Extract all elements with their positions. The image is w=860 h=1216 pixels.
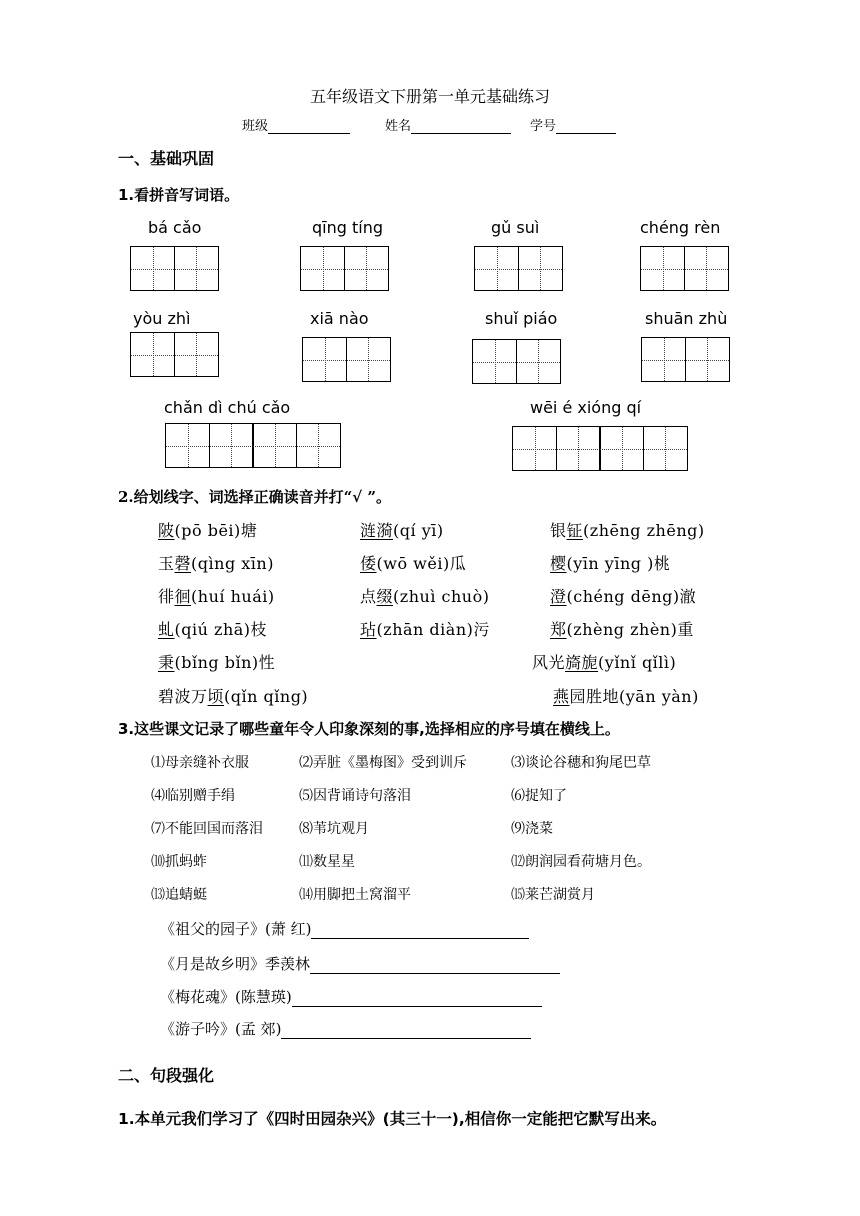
pinyin-choices: (zhuì chuò): [393, 587, 490, 606]
pinyin-choices: (wō wěi)瓜: [376, 554, 467, 573]
pinyin-label: xiā nào: [310, 309, 369, 328]
item-prefix: 银: [550, 521, 567, 540]
event-option: ⒀追蜻蜓: [151, 887, 207, 903]
event-option: ⑶谈论谷穗和狗尾巴草: [511, 755, 651, 771]
pinyin-label: wēi é xióng qí: [530, 398, 642, 417]
item-prefix: 徘: [158, 587, 175, 606]
item-prefix: 玉: [158, 554, 175, 573]
id-blank[interactable]: [556, 119, 616, 134]
pinyin-label: yòu zhì: [133, 309, 191, 328]
pronunciation-item[interactable]: [550, 518, 705, 541]
id-field: [530, 115, 616, 134]
writing-grid[interactable]: [640, 246, 727, 291]
answer-label: 《梅花魂》(陈慧瑛): [160, 988, 292, 1006]
name-blank[interactable]: [411, 119, 511, 134]
answer-label: 《祖父的园子》(萧 红): [160, 920, 312, 938]
underlined-word: 樱: [550, 554, 567, 573]
pinyin-label: shuǐ piáo: [485, 309, 558, 328]
writing-grid[interactable]: [300, 246, 387, 291]
pinyin-choices: (qìng xīn): [191, 554, 274, 573]
q2-title: 2.给划线字、词选择正确读音并打“√ ”。: [118, 488, 391, 506]
pinyin-choices: (yǐnǐ qǐlì): [598, 653, 677, 672]
answer-blank[interactable]: [281, 1023, 531, 1039]
pronunciation-item[interactable]: [158, 518, 257, 541]
answer-blank[interactable]: [310, 958, 560, 974]
section2-heading: 二、句段强化: [118, 1066, 215, 1085]
underlined-word: 旖旎: [565, 653, 599, 672]
item-prefix: 点: [360, 587, 377, 606]
answer-line: [160, 1018, 531, 1039]
pronunciation-item[interactable]: [158, 584, 275, 607]
underlined-word: 澄: [550, 587, 567, 606]
pronunciation-item[interactable]: [550, 617, 694, 640]
event-option: ⒁用脚把土窝溜平: [299, 887, 411, 903]
answer-line: [160, 918, 529, 939]
pinyin-label: gǔ suì: [491, 218, 540, 237]
writing-grid[interactable]: [474, 246, 561, 291]
name-field: [385, 115, 511, 134]
writing-grid[interactable]: [130, 332, 217, 377]
answer-label: 《月是故乡明》季羡林: [160, 955, 311, 973]
writing-grid[interactable]: [165, 423, 339, 468]
class-blank[interactable]: [268, 119, 350, 134]
q3-title: 3.这些课文记录了哪些童年令人印象深刻的事,选择相应的序号填在横线上。: [118, 720, 620, 738]
pinyin-choices: (qiú zhā)枝: [174, 620, 268, 639]
writing-grid[interactable]: [130, 246, 217, 291]
underlined-word: 磬: [174, 554, 192, 573]
writing-grid[interactable]: [472, 339, 559, 384]
writing-grid[interactable]: [302, 337, 389, 382]
pinyin-choices: (pō bēi)塘: [174, 521, 258, 540]
pinyin-choices: (zhèng zhèn)重: [566, 620, 694, 639]
underlined-word: 顷: [207, 687, 225, 706]
underlined-word: 涟漪: [360, 521, 394, 540]
pinyin-label: chéng rèn: [640, 218, 721, 237]
pinyin-label: bá cǎo: [148, 218, 202, 237]
event-option: ⑷临别赠手绢: [151, 788, 235, 804]
section1-heading: 一、基础巩固: [118, 149, 215, 168]
pinyin-choices: (zhēng zhēng): [583, 521, 705, 540]
event-option: ⑴母亲缝补衣服: [151, 755, 249, 771]
pronunciation-item[interactable]: [158, 551, 274, 574]
underlined-word: 玷: [360, 620, 377, 639]
pronunciation-item[interactable]: [360, 617, 490, 640]
pinyin-choices: (zhān diàn)污: [376, 620, 490, 639]
underlined-word: 虬: [158, 620, 175, 639]
pinyin-label: qīng tíng: [312, 218, 383, 237]
pronunciation-item[interactable]: [158, 617, 267, 640]
pinyin-choices: (chéng dēng)澈: [566, 587, 697, 606]
pronunciation-item[interactable]: [158, 684, 308, 707]
underlined-word: 燕: [553, 687, 570, 706]
pinyin-choices: (huí huái): [191, 587, 275, 606]
item-prefix: 风光: [532, 653, 566, 672]
writing-grid[interactable]: [641, 337, 728, 382]
pronunciation-item[interactable]: [553, 684, 699, 707]
pronunciation-item[interactable]: [550, 584, 696, 607]
pinyin-choices: 园胜地(yān yàn): [569, 687, 699, 706]
id-label: 学号: [530, 119, 557, 134]
pronunciation-item[interactable]: [360, 518, 444, 541]
answer-line: [160, 986, 542, 1007]
writing-grid[interactable]: [512, 426, 686, 471]
underlined-word: 陂: [158, 521, 175, 540]
underlined-word: 缀: [376, 587, 394, 606]
section2-q1: 1.本单元我们学习了《四时田园杂兴》(其三十一),相信你一定能把它默写出来。: [118, 1110, 667, 1128]
item-prefix: 碧波万: [158, 687, 208, 706]
answer-label: 《游子吟》(孟 郊): [160, 1020, 282, 1038]
event-option: ⑽抓蚂蚱: [151, 854, 207, 870]
event-option: ⒂莱芒湖赏月: [511, 887, 595, 903]
answer-blank[interactable]: [292, 991, 542, 1007]
event-option: ⑾数星星: [299, 854, 355, 870]
pronunciation-item[interactable]: [158, 650, 275, 673]
underlined-word: 徊: [174, 587, 192, 606]
pinyin-label: shuān zhù: [645, 309, 728, 328]
pinyin-choices: (yīn yīng )桃: [566, 554, 671, 573]
page-title: 五年级语文下册第一单元基础练习: [309, 87, 550, 106]
answer-blank[interactable]: [311, 923, 529, 939]
class-field: [242, 115, 350, 134]
pinyin-choices: (qǐn qǐng): [224, 687, 309, 706]
q1-title: 1.看拼音写词语。: [118, 186, 240, 204]
event-option: ⑼浇菜: [511, 821, 553, 837]
pinyin-label: chǎn dì chú cǎo: [164, 398, 291, 417]
pronunciation-item[interactable]: [360, 584, 489, 607]
answer-line: [160, 953, 560, 974]
class-label: 班级: [242, 119, 269, 134]
event-option: ⑸因背诵诗句落泪: [299, 788, 411, 804]
event-option: ⑵弄脏《墨梅图》受到训斥: [299, 755, 467, 771]
underlined-word: 倭: [360, 554, 377, 573]
pronunciation-item[interactable]: [360, 551, 466, 574]
pinyin-choices: (bǐng bǐn)性: [174, 653, 276, 672]
underlined-word: 钲: [566, 521, 584, 540]
underlined-word: 郑: [550, 620, 567, 639]
event-option: ⑺不能回国而落泪: [151, 821, 263, 837]
event-option: ⑹捉知了: [511, 788, 567, 804]
pronunciation-item[interactable]: [532, 650, 676, 673]
pinyin-choices: (qí yī): [393, 521, 444, 540]
event-option: ⑻苇坑观月: [299, 821, 369, 837]
event-option: ⑿朗润园看荷塘月色。: [511, 854, 651, 870]
name-label: 姓名: [385, 119, 412, 134]
pronunciation-item[interactable]: [550, 551, 670, 574]
underlined-word: 秉: [158, 653, 175, 672]
